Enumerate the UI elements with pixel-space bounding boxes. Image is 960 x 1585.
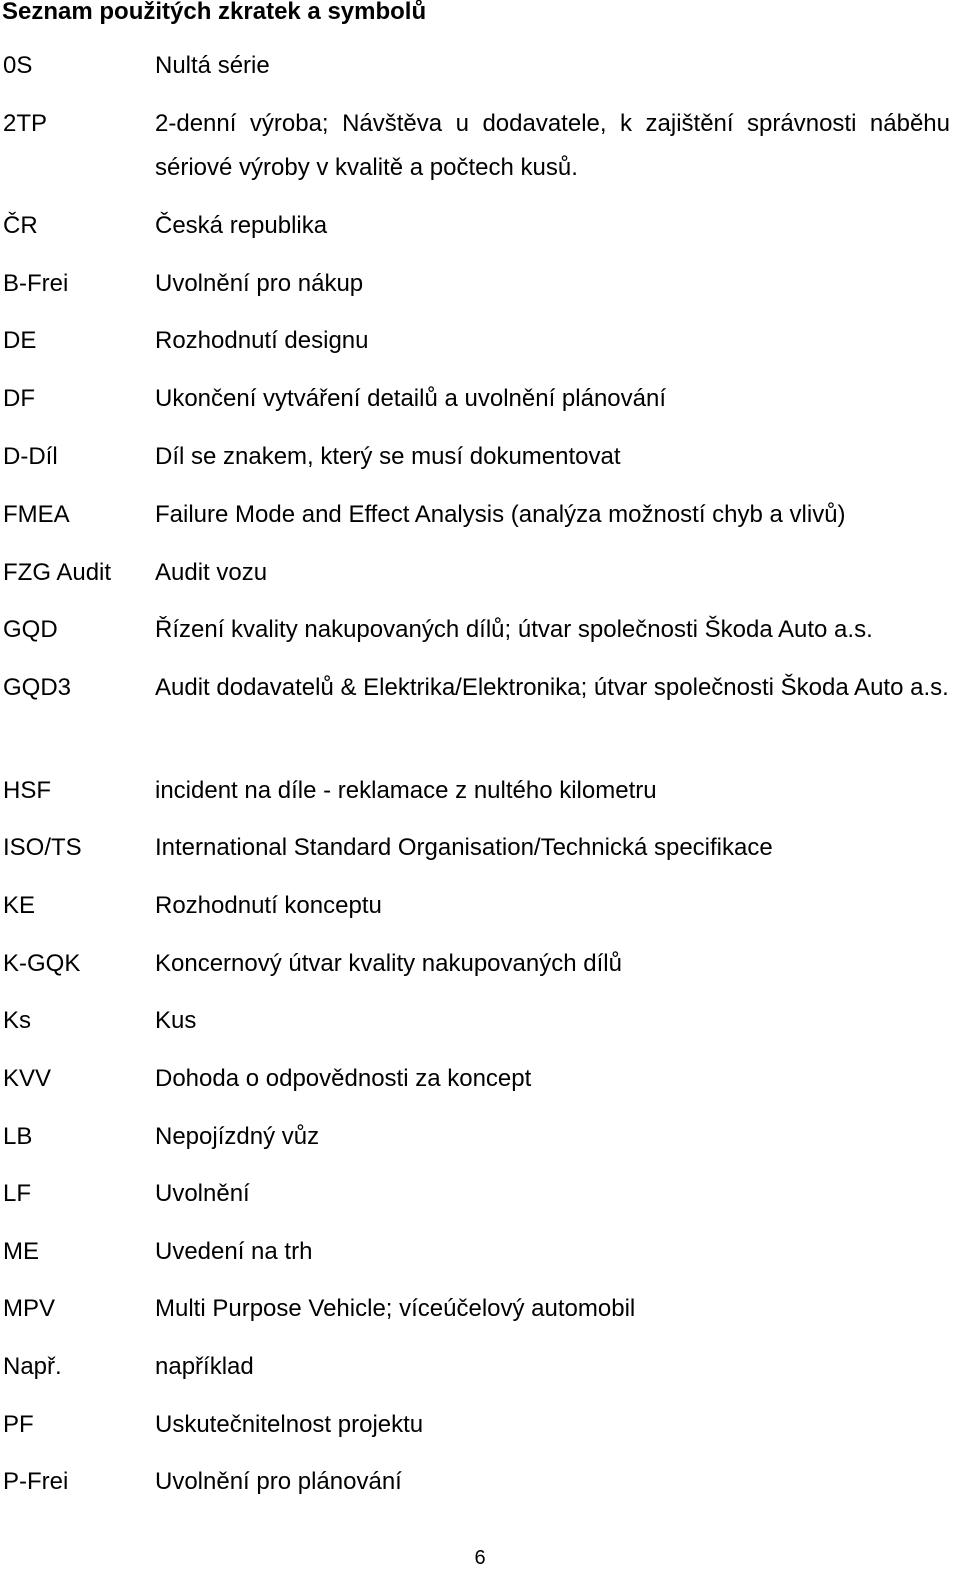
abbreviation-definition: Uskutečnitelnost projektu <box>155 1411 424 1438</box>
abbreviation-term: P-Frei <box>3 1468 69 1495</box>
abbreviation-term: LF <box>3 1180 32 1207</box>
abbreviation-term: Např. <box>3 1353 62 1380</box>
abbreviation-definition: incident na díle - reklamace z nultého kilometru <box>155 777 657 804</box>
abbreviation-term: B-Frei <box>3 270 69 297</box>
abbreviation-definition: Uvolnění pro nákup <box>155 270 364 297</box>
abbreviation-definition: International Standard Organisation/Technická specifikace <box>155 834 773 861</box>
abbreviation-term: Ks <box>3 1007 32 1034</box>
abbreviation-term: D-Díl <box>3 443 58 470</box>
abbreviation-definition: Kus <box>155 1007 197 1034</box>
abbreviation-term: ME <box>3 1238 39 1265</box>
abbreviation-definition: Řízení kvality nakupovaných dílů; útvar společnosti Škoda Auto a.s. <box>155 616 873 643</box>
abbreviation-definition: Uvolnění pro plánování <box>155 1468 402 1495</box>
section-heading: Seznam použitých zkratek a symbolů <box>2 0 427 25</box>
abbreviation-term: K-GQK <box>3 950 81 977</box>
abbreviation-term: DF <box>3 385 35 412</box>
abbreviation-term: 2TP <box>3 110 48 137</box>
abbreviation-term: LB <box>3 1123 33 1150</box>
abbreviation-definition: 2-denní výroba; Návštěva u dodavatele, k zajištění správnosti náběhu sériové výroby v kvalitě a počtech kusů. <box>155 110 950 181</box>
abbreviation-definition: Díl se znakem, který se musí dokumentovat <box>155 443 621 470</box>
abbreviation-definition: Dohoda o odpovědnosti za koncept <box>155 1065 532 1092</box>
abbreviation-term: KVV <box>3 1065 52 1092</box>
abbreviation-term: HSF <box>3 777 51 804</box>
page-number: 6 <box>474 1547 486 1569</box>
abbreviation-definition: například <box>155 1353 254 1380</box>
abbreviation-term: PF <box>3 1411 34 1438</box>
abbreviation-term: FMEA <box>3 501 70 528</box>
abbreviation-definition: Nepojízdný vůz <box>155 1123 320 1150</box>
abbreviation-term: FZG Audit <box>3 559 112 586</box>
abbreviation-term: KE <box>3 892 36 919</box>
abbreviation-term: ČR <box>3 212 38 239</box>
abbreviation-definition: Multi Purpose Vehicle; víceúčelový automobil <box>155 1295 636 1322</box>
abbreviation-definition: Failure Mode and Effect Analysis (analýza možností chyb a vlivů) <box>155 501 846 528</box>
abbreviation-definition: Rozhodnutí konceptu <box>155 892 382 919</box>
abbreviation-definition: Rozhodnutí designu <box>155 327 369 354</box>
abbreviation-definition: Uvolnění <box>155 1180 250 1207</box>
abbreviation-definition: Ukončení vytváření detailů a uvolnění plánování <box>155 385 666 412</box>
abbreviation-definition: Česká republika <box>155 212 328 239</box>
abbreviation-term: GQD3 <box>3 674 72 701</box>
abbreviation-definition: Audit vozu <box>155 559 268 586</box>
abbreviation-term: DE <box>3 327 37 354</box>
abbreviation-definition: Audit dodavatelů & Elektrika/Elektronika; útvar společnosti Škoda Auto a.s. <box>155 674 949 701</box>
abbreviation-definition: Uvedení na trh <box>155 1238 313 1265</box>
abbreviation-term: GQD <box>3 616 58 643</box>
abbreviation-definition: Koncernový útvar kvality nakupovaných dílů <box>155 950 622 977</box>
abbreviation-term: MPV <box>3 1295 56 1322</box>
abbreviation-term: ISO/TS <box>3 834 82 861</box>
abbreviation-term: 0S <box>3 52 33 79</box>
abbreviation-definition: Nultá série <box>155 52 270 79</box>
